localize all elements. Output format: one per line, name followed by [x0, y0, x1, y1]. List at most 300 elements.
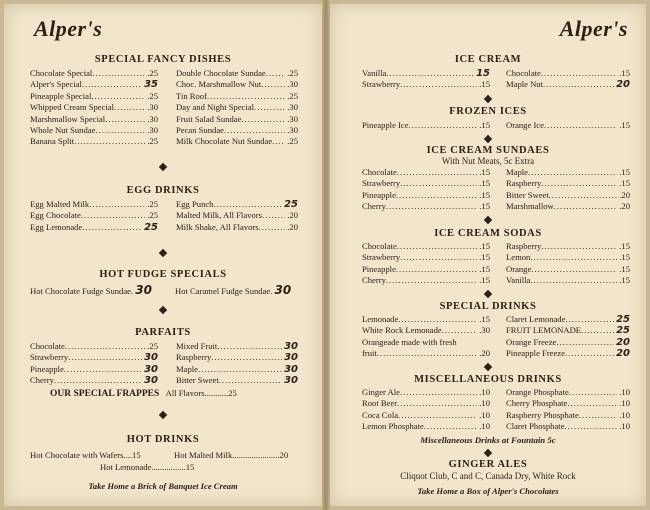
section-title-egg-drinks: EGG DRINKS — [126, 185, 200, 196]
menu-item — [176, 102, 298, 113]
menu-item — [30, 341, 158, 352]
menu-item-price: .15 — [619, 252, 630, 263]
menu-item — [506, 337, 630, 348]
menu-item-name: Bitter Sweet — [506, 189, 549, 200]
leader-dots — [541, 178, 617, 189]
section-title-hot-fudge: HOT FUDGE SPECIALS — [99, 269, 227, 280]
menu-item — [362, 387, 490, 398]
leader-dots — [400, 178, 477, 189]
menu-item — [506, 264, 630, 275]
left-page — [4, 4, 322, 506]
menu-item-price: .20 — [619, 189, 630, 200]
menu-item-name: Whipped Cream Special — [30, 102, 114, 113]
menu-item-price: .25 — [147, 210, 158, 221]
menu-item-name: Strawberry — [362, 252, 401, 263]
fudge-item-2: Hot Caramel Fudge Sundae. 30 — [175, 283, 292, 297]
menu-item — [362, 241, 490, 252]
menu-item-price: .25 — [147, 199, 158, 209]
menu-item — [362, 398, 490, 409]
menu-item — [30, 222, 158, 233]
menu-item-price: .15 — [479, 189, 490, 200]
leader-dots — [198, 364, 282, 375]
menu-item — [362, 410, 490, 421]
sundaes-subtitle: With Nut Meats, 5c Extra — [441, 156, 535, 166]
leader-dots — [262, 210, 285, 221]
hot-item-3: Hot Lemonade................15 — [100, 462, 195, 472]
menu-item — [506, 348, 630, 359]
menu-item-name: White Rock Lemonade — [362, 325, 442, 336]
divider-diamond — [159, 306, 167, 314]
left-footer: Take Home a Brick of Banquet Ice Cream — [88, 481, 238, 491]
menu-item-price: .30 — [287, 113, 298, 124]
leader-dots — [386, 275, 477, 286]
egg-col2 — [176, 199, 298, 233]
menu-item — [30, 375, 158, 386]
misc-col1 — [362, 387, 490, 433]
menu-item-name: Egg Lemonade — [30, 221, 83, 232]
menu-item-name: fruit — [362, 348, 377, 359]
menu-item-name: Chocolate — [362, 241, 397, 251]
menu-item — [176, 341, 298, 352]
leader-dots — [207, 91, 285, 102]
menu-item-name: Raspberry — [176, 352, 212, 363]
leader-dots — [541, 68, 617, 79]
menu-item — [176, 114, 298, 125]
menu-item-price: .15 — [619, 275, 630, 286]
leader-dots — [544, 120, 617, 131]
right-page — [330, 4, 646, 506]
menu-item-name: Malted Milk, All Flavors — [176, 210, 262, 221]
leader-dots — [89, 199, 145, 210]
menu-item-price: 25 — [284, 199, 298, 210]
menu-item-name: Raspberry — [506, 241, 542, 251]
menu-item-price: 15 — [476, 68, 490, 79]
menu-item-price: 35 — [144, 79, 158, 91]
leader-dots — [549, 190, 618, 201]
menu-item-name: Maple Nut — [506, 79, 543, 90]
frozen-col2 — [506, 120, 630, 131]
leader-dots — [68, 352, 142, 363]
menu-item-price: .15 — [479, 167, 490, 177]
section-title-frozen-ices: FROZEN ICES — [449, 106, 527, 117]
menu-item-name: Marshmallow — [506, 201, 554, 212]
menu-item — [30, 352, 158, 363]
menu-item — [30, 114, 158, 125]
leader-dots — [386, 201, 477, 212]
menu-item-name: Vanilla — [362, 68, 387, 78]
menu-item — [362, 167, 490, 178]
menu-item-name: Whole Nut Sundae — [30, 125, 96, 136]
menu-item — [362, 79, 490, 90]
menu-item-price: .30 — [287, 79, 298, 90]
menu-item — [30, 91, 158, 102]
divider-diamond — [159, 249, 167, 257]
leader-dots — [409, 120, 478, 131]
menu-item-price: .15 — [619, 241, 630, 251]
menu-item — [30, 210, 158, 221]
menu-item-price: .15 — [479, 178, 490, 189]
leader-dots — [396, 190, 477, 201]
menu-item-price: 30 — [144, 375, 158, 387]
sundaes-col2 — [506, 167, 630, 213]
menu-item — [506, 68, 630, 79]
divider-diamond — [159, 411, 167, 419]
menu-item-price: .15 — [479, 201, 490, 212]
menu-item — [362, 337, 490, 348]
menu-item-name: Egg Malted Milk — [30, 199, 90, 209]
misc-col2 — [506, 387, 630, 433]
leader-dots — [400, 252, 477, 263]
menu-item-name: Ginger Ale — [362, 387, 400, 397]
menu-item — [362, 421, 490, 432]
ice-col1 — [362, 68, 490, 91]
menu-item — [176, 222, 298, 233]
menu-item — [362, 120, 490, 131]
menu-item — [176, 79, 298, 90]
leader-dots — [259, 222, 286, 233]
menu-item-price: .15 — [479, 241, 490, 251]
leader-dots — [91, 91, 145, 102]
menu-item — [506, 201, 630, 212]
menu-item-name: Pineapple Freeze — [506, 348, 565, 359]
section-title-sundaes: ICE CREAM SUNDAES — [426, 145, 550, 156]
menu-item-price: 25 — [616, 325, 630, 337]
hot-item-2: Hot Malted Milk......................20 — [174, 450, 289, 460]
leader-dots — [554, 201, 618, 212]
menu-item-price: 30 — [284, 341, 298, 352]
menu-item-price: .15 — [619, 178, 630, 189]
menu-item-price: .10 — [479, 387, 490, 397]
menu-item-price: .15 — [619, 68, 630, 78]
menu-item-price: .15 — [619, 263, 630, 274]
menu-item — [176, 136, 298, 147]
menu-item-name: Marshmallow Special — [30, 113, 106, 124]
menu-item-price: .30 — [287, 125, 298, 136]
menu-item — [176, 352, 298, 363]
leader-dots — [266, 68, 286, 79]
menu-item — [30, 125, 158, 136]
leader-dots — [424, 421, 477, 432]
menu-item-price: .15 — [479, 275, 490, 286]
leader-dots — [82, 79, 142, 90]
menu-item — [176, 125, 298, 136]
leader-dots — [241, 114, 285, 125]
leader-dots — [530, 275, 617, 286]
menu-item-name: Cherry — [30, 375, 54, 386]
menu-item — [176, 210, 298, 221]
menu-item — [30, 79, 158, 90]
menu-item-name: Lemonade — [362, 314, 399, 324]
ice-col2 — [506, 68, 630, 91]
menu-item-price: .25 — [147, 341, 158, 351]
menu-item — [176, 68, 298, 79]
menu-item — [506, 275, 630, 286]
menu-item-price: .10 — [619, 398, 630, 409]
menu-item-price: .30 — [479, 325, 490, 336]
section-title-ice-cream: ICE CREAM — [454, 54, 522, 65]
sundaes-col1 — [362, 167, 490, 213]
leader-dots — [74, 136, 145, 147]
menu-item-name: Raspberry Phosphate — [506, 409, 579, 420]
menu-item — [506, 398, 630, 409]
fudge-item-1: Hot Chocolate Fudge Sundae. 30 — [30, 283, 152, 297]
menu-item — [506, 252, 630, 263]
leader-dots — [213, 199, 282, 210]
menu-item-price: .10 — [479, 398, 490, 409]
menu-item-name: Lemon Phosphate — [362, 421, 424, 432]
menu-item-name: Egg Chocolate — [30, 210, 81, 221]
menu-item — [30, 364, 158, 375]
menu-item-name: Cherry — [362, 275, 386, 286]
divider-diamond — [484, 135, 492, 143]
menu-item-price: .20 — [619, 201, 630, 212]
divider-diamond — [484, 449, 492, 457]
leader-dots — [81, 210, 145, 221]
leader-dots — [272, 136, 285, 147]
menu-item — [362, 68, 490, 79]
menu-item-name: Claret Lemonade — [506, 314, 566, 324]
leader-dots — [224, 125, 285, 136]
menu-item-price: 25 — [616, 314, 630, 325]
menu-item-name: Maple — [176, 363, 198, 374]
menu-item — [506, 325, 630, 336]
menu-item — [362, 348, 490, 359]
menu-item — [30, 199, 158, 210]
section-title-hot-drinks: HOT DRINKS — [126, 434, 200, 445]
leader-dots — [528, 167, 617, 178]
brand-left: Alper's — [34, 16, 103, 41]
menu-item — [362, 275, 490, 286]
section-title-special-drinks: SPECIAL DRINKS — [439, 301, 537, 312]
special-col2 — [176, 68, 298, 148]
sodas-col2 — [506, 241, 630, 287]
menu-item — [506, 314, 630, 325]
menu-item-name: FRUIT LEMONADE — [506, 325, 582, 336]
menu-item-price: 30 — [284, 375, 298, 387]
frappes-line: OUR SPECIAL FRAPPES All Flavors...........25 — [50, 388, 237, 399]
menu-item — [30, 102, 158, 113]
menu-item-name: Day and Night Special — [176, 102, 255, 113]
menu-item — [362, 252, 490, 263]
parfaits-col1 — [30, 341, 158, 387]
menu-item-name: Coca Cola — [362, 409, 399, 420]
leader-dots — [567, 398, 617, 409]
menu-item-name: Banana Split — [30, 136, 75, 147]
menu-item-price: .30 — [147, 125, 158, 136]
leader-dots — [579, 410, 617, 421]
menu-item-price: .25 — [147, 68, 158, 78]
misc-note: Miscellaneous Drinks at Fountain 5c — [420, 435, 556, 445]
frozen-col1 — [362, 120, 490, 131]
menu-item-name: Egg Punch — [176, 199, 214, 209]
divider-diamond — [484, 363, 492, 371]
menu-item-name: Chocolate Special — [30, 68, 93, 78]
leader-dots — [442, 325, 478, 336]
menu-item-name: Mixed Fruit — [176, 341, 218, 351]
sodas-col1 — [362, 241, 490, 287]
section-title-parfaits: PARFAITS — [135, 327, 191, 338]
menu-item-price: .15 — [479, 252, 490, 263]
menu-item — [30, 68, 158, 79]
menu-item — [506, 410, 630, 421]
menu-item-name: Tin Roof — [176, 90, 207, 101]
leader-dots — [92, 68, 145, 79]
menu-item-price: .10 — [619, 421, 630, 432]
menu-item-price: .15 — [619, 120, 630, 130]
menu-item-price: 25 — [144, 221, 158, 233]
menu-item-price: .10 — [479, 409, 490, 420]
menu-item-name: Orange — [506, 263, 532, 274]
menu-item-name: Maple — [506, 167, 528, 177]
menu-item-price: .20 — [287, 221, 298, 232]
leader-dots — [82, 222, 142, 233]
menu-item-price: .30 — [287, 102, 298, 113]
menu-item-price: 20 — [616, 336, 630, 348]
menu-item — [362, 325, 490, 336]
leader-dots — [261, 79, 285, 90]
menu-item-name: Strawberry — [362, 178, 401, 189]
leader-dots — [114, 102, 145, 113]
menu-item-price: .30 — [147, 113, 158, 124]
menu-item-price: .10 — [619, 409, 630, 420]
leader-dots — [397, 398, 477, 409]
menu-item-name: Pineapple — [362, 263, 396, 274]
menu-item-name: Milk Shake, All Flavors — [176, 221, 259, 232]
menu-item-price: .10 — [619, 387, 630, 397]
menu-item-name: Strawberry — [362, 79, 401, 90]
menu-item-price: 30 — [284, 363, 298, 375]
menu-item-price: .10 — [479, 421, 490, 432]
menu-item-name: Cherry Phosphate — [506, 398, 568, 409]
leader-dots — [65, 341, 145, 352]
menu-item-price: .20 — [287, 210, 298, 221]
menu-item-name: Chocolate — [362, 167, 397, 177]
menu-item-name: Orange Ice — [506, 120, 544, 130]
section-title-sodas: ICE CREAM SODAS — [434, 228, 542, 239]
menu-item — [176, 364, 298, 375]
leader-dots — [565, 348, 614, 359]
menu-item-name: Chocolate — [506, 68, 541, 78]
egg-col1 — [30, 199, 158, 233]
menu-item-name: Root Beer — [362, 398, 398, 409]
menu-item-price: .15 — [479, 79, 490, 90]
divider-diamond — [484, 216, 492, 224]
menu-item — [506, 241, 630, 252]
menu-item — [506, 190, 630, 201]
menu-item-price: .25 — [287, 90, 298, 101]
menu-item-name: Double Chocolate Sundae — [176, 68, 266, 78]
section-title-ginger-ales: GINGER ALES — [448, 459, 528, 470]
ginger-text: Cliquot Club, C and C, Canada Dry, White Rock — [400, 471, 576, 481]
leader-dots — [219, 375, 282, 386]
menu-item-name: Lemon — [506, 252, 531, 263]
menu-item-price: .25 — [147, 136, 158, 147]
leader-dots — [581, 325, 614, 336]
leader-dots — [386, 68, 474, 79]
leader-dots — [105, 114, 145, 125]
leader-dots — [217, 341, 282, 352]
menu-item-price: .25 — [147, 90, 158, 101]
leader-dots — [254, 102, 285, 113]
leader-dots — [397, 167, 477, 178]
menu-item — [176, 199, 298, 210]
center-fold — [322, 0, 330, 510]
menu-item-price: .15 — [619, 167, 630, 177]
menu-item-name: Cherry — [362, 201, 386, 212]
menu-item — [176, 375, 298, 386]
menu-item-name: Orange Freeze — [506, 336, 557, 347]
menu-item-price: 20 — [616, 348, 630, 360]
menu-item-name: Pineapple — [362, 189, 396, 200]
menu-item — [506, 178, 630, 189]
leader-dots — [397, 241, 477, 252]
leader-dots — [569, 387, 617, 398]
menu-item-price: 30 — [144, 363, 158, 375]
brand-right: Alper's — [559, 16, 628, 41]
menu-item-name: Chocolate — [30, 341, 65, 351]
menu-item-name: Alper's Special — [30, 79, 82, 90]
leader-dots — [95, 125, 145, 136]
section-title-special-fancy: SPECIAL FANCY DISHES — [94, 54, 232, 65]
leader-dots — [530, 252, 617, 263]
menu-item — [506, 79, 630, 90]
divider-diamond — [484, 290, 492, 298]
leader-dots — [398, 410, 477, 421]
menu-item-name: Bitter Sweet — [176, 375, 219, 386]
leader-dots — [64, 364, 142, 375]
menu-item-name: Raspberry — [506, 178, 542, 189]
leader-dots — [556, 337, 614, 348]
special-drinks-col1 — [362, 314, 490, 360]
menu-item — [506, 387, 630, 398]
menu-item — [362, 314, 490, 325]
menu-item — [362, 178, 490, 189]
leader-dots — [377, 348, 477, 359]
menu-item-price: 30 — [284, 352, 298, 364]
menu-item — [362, 201, 490, 212]
leader-dots — [211, 352, 282, 363]
divider-diamond — [484, 95, 492, 103]
menu-item — [176, 91, 298, 102]
menu-item-price: .20 — [479, 348, 490, 359]
menu-item-name: Milk Chocolate Nut Sundae — [176, 136, 273, 147]
menu-item-name: Pineapple — [30, 363, 64, 374]
menu-item-name: Vanilla — [506, 275, 531, 286]
leader-dots — [541, 241, 617, 252]
menu-item — [506, 120, 630, 131]
leader-dots — [54, 375, 142, 386]
leader-dots — [565, 314, 614, 325]
section-title-misc: MISCELLANEOUS DRINKS — [414, 374, 562, 385]
menu-item-name: Pineapple Special — [30, 90, 92, 101]
menu-item-price: .15 — [479, 263, 490, 274]
menu-item-price: 20 — [616, 79, 630, 91]
leader-dots — [400, 387, 477, 398]
menu-item-price: .25 — [287, 68, 298, 78]
menu-item — [362, 264, 490, 275]
menu-item-name: Strawberry — [30, 352, 69, 363]
menu-item — [362, 190, 490, 201]
menu-item — [506, 167, 630, 178]
menu-item-name: Choc. Marshmallow Nut — [176, 79, 262, 90]
leader-dots — [398, 314, 477, 325]
menu-item-price: .15 — [479, 120, 490, 130]
menu-item-name: Orangeade made with fresh — [362, 336, 457, 347]
parfaits-col2 — [176, 341, 298, 387]
right-footer: Take Home a Box of Alper's Chocolates — [417, 486, 559, 496]
menu-item-name: Fruit Salad Sundae — [176, 113, 242, 124]
leader-dots — [531, 264, 617, 275]
